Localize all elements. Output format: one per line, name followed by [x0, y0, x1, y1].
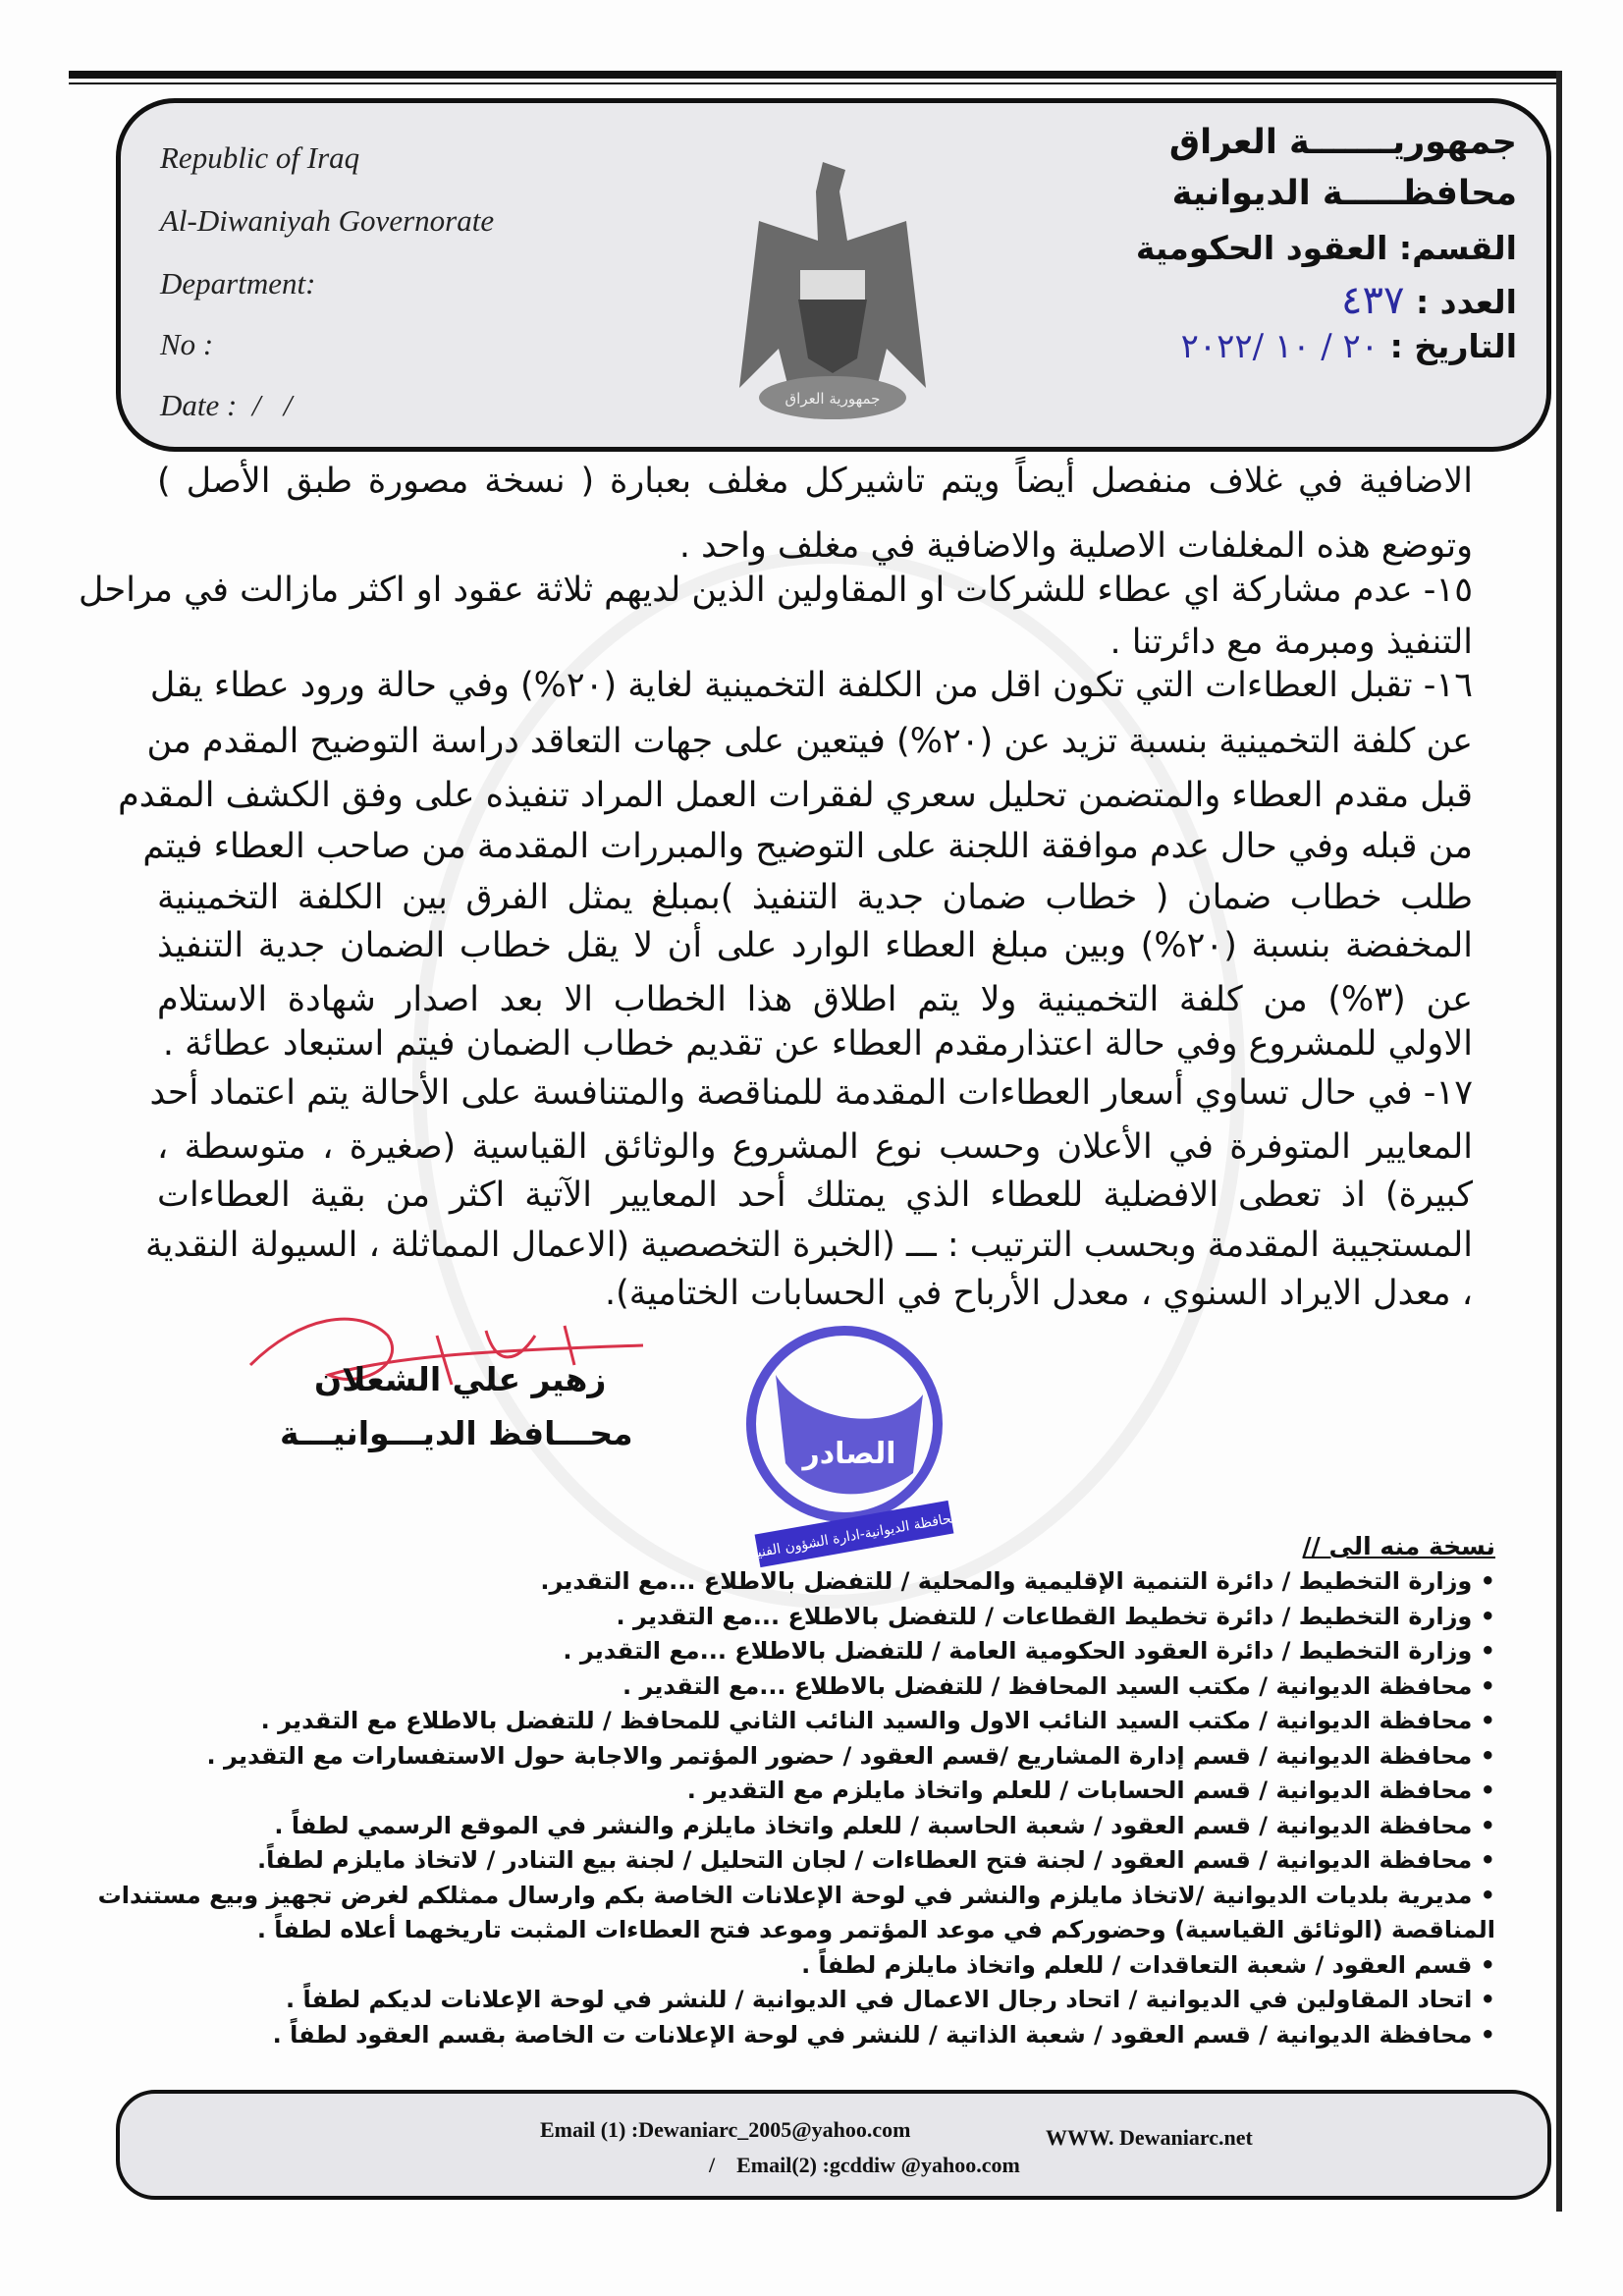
- eagle-emblem-icon: [730, 152, 936, 427]
- cc-title: نسخة منه الى //: [1302, 1532, 1495, 1560]
- cc-item: • وزارة التخطيط / دائرة العقود الحكومية العامة / للتفضل بالاطلاع ...مع التقدير .: [563, 1637, 1495, 1665]
- body-line: كبيرة) اذ تعطى الافضلية للعطاء الذي يمتلك أحد المعايير الآتية اكثر من بقية العطاءات: [157, 1175, 1473, 1215]
- cc-item: • وزارة التخطيط / دائرة تخطيط القطاعات / للتفضل بالاطلاع ...مع التقدير .: [616, 1602, 1495, 1630]
- body-line: ، معدل الايراد السنوي ، معدل الأرباح في الحسابات الختامية).: [604, 1274, 1473, 1313]
- body-line: عن (٣%) من كلفة التخمينية ولا يتم اطلاق هذا الخطاب الا بعد اصدار شهادة الاستلام: [157, 980, 1473, 1019]
- body-line: قبل مقدم العطاء والمتضمن تحليل سعري لفقرات العمل المراد تنفيذه على وفق الكشف المقدم: [118, 776, 1473, 815]
- body-line: من قبله وفي حال عدم موافقة اللجنة على التوضيح والمبررات المقدمة من صاحب العطاء فيتم: [142, 827, 1473, 866]
- date-value: ٢٠ / ١٠ /٢٠٢٢: [1180, 327, 1380, 366]
- en-number: No :: [160, 327, 214, 361]
- body-line: الاولي للمشروع وفي حالة اعتذارمقدم العطاء عن تقديم خطاب الضمان فيتم استبعاد عطائة .: [162, 1024, 1473, 1064]
- cc-item: • محافظة الديوانية / قسم العقود / شعبة الذاتية / للنشر في لوحة الإعلانات ت الخاصة بقسم العقود لطفاً .: [272, 2020, 1495, 2049]
- body-line: عن كلفة التخمينية بنسبة تزيد عن (٢٠%) فيتعين على جهات التعاقد دراسة التوضيح المقدم من: [146, 722, 1473, 761]
- body-line: طلب خطاب ضمان ( خطاب ضمان جدية التنفيذ )بمبلغ يمثل الفرق بين الكلفة التخمينية: [157, 878, 1473, 917]
- email-1: Email (1) :Dewaniarc_2005@yahoo.com: [540, 2117, 911, 2142]
- en-country: Republic of Iraq: [160, 140, 360, 175]
- body-line: الاضافية في غلاف منفصل أيضاً ويتم تاشيركل مغلف بعبارة ( نسخة مصورة طبق الأصل ): [157, 462, 1473, 501]
- body-line: التنفيذ ومبرمة مع دائرتنا .: [1109, 623, 1473, 662]
- footer-contact: [116, 2090, 1551, 2200]
- cc-item: • محافظة الديوانية / قسم إدارة المشاريع /قسم العقود / حضور المؤتمر والاجابة حول الاستفسارات مع التقدير .: [206, 1741, 1495, 1770]
- ar-country: جمهوريـــــــة العراق: [1168, 123, 1517, 162]
- cc-item: • قسم العقود / شعبة التعاقدات / للعلم واتخاذ مايلزم لطفاً .: [801, 1950, 1495, 1979]
- body-line: ١٧- في حال تساوي أسعار العطاءات المقدمة للمناقصة والمتنافسة على الأحالة يتم اعتماد أحد: [149, 1073, 1473, 1113]
- body-line: ١٥- عدم مشاركة اي عطاء للشركات او المقاولين الذين لديهم ثلاثة عقود او اكثر مازالت في مراحل: [79, 571, 1473, 610]
- body-line: ١٦- تقبل العطاءات التي تكون اقل من الكلفة التخمينية لغاية (٢٠%) وفي حالة ورود عطاء يقل: [149, 666, 1473, 705]
- cc-item: • محافظة الديوانية / مكتب السيد المحافظ / للتفضل بالاطلاع ...مع التقدير .: [622, 1671, 1495, 1700]
- ar-governorate: محافظـــــة الديوانية: [1171, 174, 1517, 213]
- website: WWW. Dewaniarc.net: [1046, 2125, 1253, 2150]
- cc-item: • محافظة الديوانية / قسم العقود / لجنة فتح العطاءات / لجان التحليل / لجنة بيع التنادر / لاتخاذ مايلزم لطفاً.: [257, 1846, 1495, 1874]
- cc-item: • محافظة الديوانية / مكتب السيد النائب الاول والسيد النائب الثاني للمحافظ / للتفضل بالاطلاع مع التقدير .: [260, 1707, 1495, 1734]
- letterhead: [116, 98, 1551, 452]
- signatory-name: زهير علي الشعلان: [314, 1360, 607, 1398]
- number-label: العدد :: [1415, 283, 1517, 321]
- en-department: Department:: [160, 266, 316, 301]
- cc-item: • مديرية بلديات الديوانية /لاتخاذ مايلزم والنشر في لوحة الإعلانات الخاصة بكم وارسال ممثلكم لغرض تجهيز وبيع مستندات: [97, 1881, 1495, 1909]
- stamp-ring-text: محافظة الديوانية-ادارة الشؤون الفنية: [748, 1509, 960, 1562]
- signatory-title: محـــافظ الديـــوانيـــة: [280, 1414, 633, 1452]
- cc-item: • محافظة الديوانية / قسم العقود / شعبة الحاسبة / للعلم واتخاذ مايلزم والنشر في الموقع الرسمي لطفاً .: [274, 1811, 1495, 1839]
- cc-item: المناقصة (الوثائق القياسية) وحضوركم في موعد المؤتمر وموعد فتح العطاءات المثبت تاريخهما أعلاه لطفاً .: [256, 1916, 1495, 1943]
- cc-item: • محافظة الديوانية / قسم الحسابات / للعلم واتخاذ مايلزم مع التقدير .: [686, 1777, 1495, 1804]
- ar-department: القسم: العقود الحكومية: [1135, 229, 1517, 267]
- stamp-text: الصادر: [802, 1437, 896, 1471]
- number-value: ٤٣٧: [1341, 278, 1405, 323]
- body-line: وتوضع هذه المغلفات الاصلية والاضافية في مغلف واحد .: [678, 526, 1473, 566]
- official-stamp-icon: [717, 1316, 992, 1571]
- cc-item: • وزارة التخطيط / دائرة التنمية الإقليمية والمحلية / للتفضل بالاطلاع ...مع التقدير.: [540, 1567, 1495, 1595]
- email-2: / Email(2) :gcddiw @yahoo.com: [709, 2153, 1020, 2177]
- body-line: المخفضة بنسبة (٢٠%) وبين مبلغ العطاء الوارد على أن لا يقل خطاب الضمان جدية التنفيذ: [157, 926, 1473, 965]
- frame-border-top: [69, 71, 1561, 79]
- body-line: المستجيبة المقدمة وبحسب الترتيب : ـــ (الخبرة التخصصية (الاعمال المماثلة ، السيولة النقدية: [144, 1226, 1473, 1265]
- en-date: Date : / /: [160, 388, 293, 422]
- frame-border-right: [1556, 71, 1562, 2212]
- frame-border-top-thin: [69, 82, 1561, 84]
- ar-date: [1181, 327, 1517, 366]
- date-label: التاريخ :: [1389, 327, 1517, 365]
- ar-number: [1341, 278, 1517, 323]
- body-line: المعايير المتوفرة في الأعلان وحسب نوع المشروع والوثائق القياسية (صغيرة ، متوسطة ،: [157, 1127, 1473, 1167]
- emblem-text: جمهورية العراق: [784, 390, 881, 408]
- en-governorate: Al-Diwaniyah Governorate: [160, 203, 495, 238]
- cc-item: • اتحاد المقاولين في الديوانية / اتحاد رجال الاعمال في الديوانية / للنشر في لوحة الإعلانات لديكم لطفاً .: [286, 1986, 1495, 2013]
